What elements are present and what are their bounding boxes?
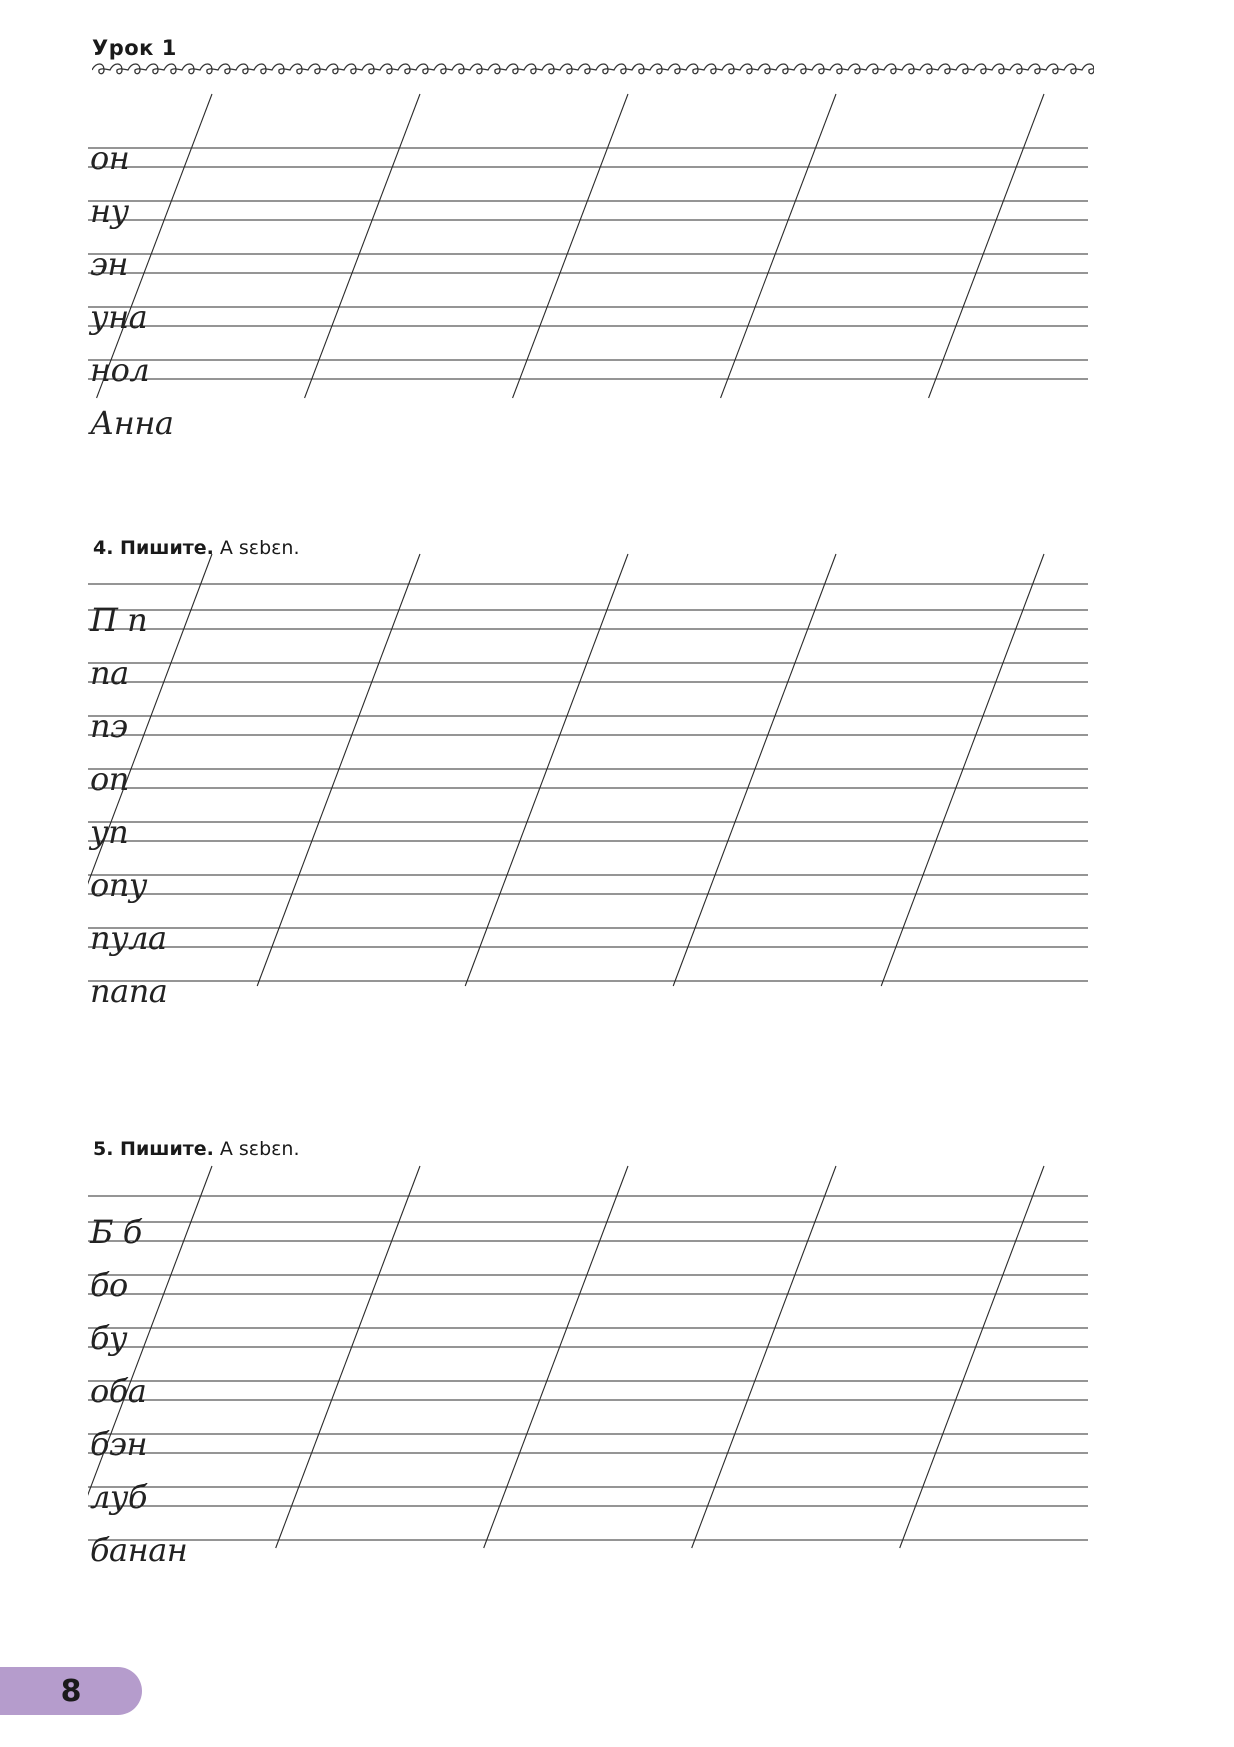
practice-word: он <box>90 139 130 177</box>
handwriting-practice-block-1 <box>88 84 1098 442</box>
practice-word: бо <box>90 1266 128 1304</box>
practice-word: банан <box>90 1531 188 1569</box>
exercise-4-title: 4. Пишите. <box>93 537 214 559</box>
handwriting-practice-block-4 <box>88 546 1098 1010</box>
ruled-lines <box>88 546 1098 994</box>
exercise-4-subtitle: A sɛbɛn. <box>219 537 300 559</box>
ruled-lines <box>88 84 1098 406</box>
lesson-title: Урок 1 <box>92 36 177 60</box>
practice-word: луб <box>90 1478 147 1516</box>
slant-guide-line <box>881 554 1044 986</box>
practice-word: бу <box>90 1319 128 1357</box>
practice-word: уп <box>90 813 129 851</box>
exercise-5-title: 5. Пишите. <box>93 1138 214 1160</box>
slant-guide-line <box>257 554 420 986</box>
handwriting-practice-block-5 <box>88 1158 1098 1569</box>
header-squiggle-decoration <box>92 58 1094 78</box>
practice-word: оп <box>90 760 129 798</box>
slant-guide-line <box>305 94 420 398</box>
practice-word: Анна <box>90 404 174 442</box>
practice-word: оба <box>90 1372 147 1410</box>
slant-guide-line <box>673 554 836 986</box>
practice-word: па <box>90 654 129 692</box>
practice-word: Б б <box>90 1213 142 1251</box>
slant-guide-line <box>484 1166 628 1548</box>
slant-guide-line <box>721 94 836 398</box>
practice-word: пэ <box>90 707 128 745</box>
practice-word: эн <box>90 245 128 283</box>
practice-word: папа <box>90 972 168 1010</box>
practice-word: пула <box>90 919 167 957</box>
practice-word: нол <box>90 351 150 389</box>
ruled-lines <box>88 1158 1098 1556</box>
exercise-5-subtitle: A sɛbɛn. <box>219 1138 300 1160</box>
page-number-tab: 8 <box>0 1667 142 1715</box>
slant-guide-line <box>692 1166 836 1548</box>
slant-guide-line <box>276 1166 420 1548</box>
practice-word: ну <box>90 192 129 230</box>
slant-guide-line <box>465 554 628 986</box>
slant-guide-line <box>900 1166 1044 1548</box>
practice-word: П п <box>90 601 148 639</box>
slant-guide-line <box>513 94 628 398</box>
exercise-5-heading <box>93 1138 300 1160</box>
practice-word: опу <box>90 866 147 904</box>
practice-word: бэн <box>90 1425 148 1463</box>
practice-word: уна <box>90 298 148 336</box>
slant-guide-line <box>929 94 1044 398</box>
